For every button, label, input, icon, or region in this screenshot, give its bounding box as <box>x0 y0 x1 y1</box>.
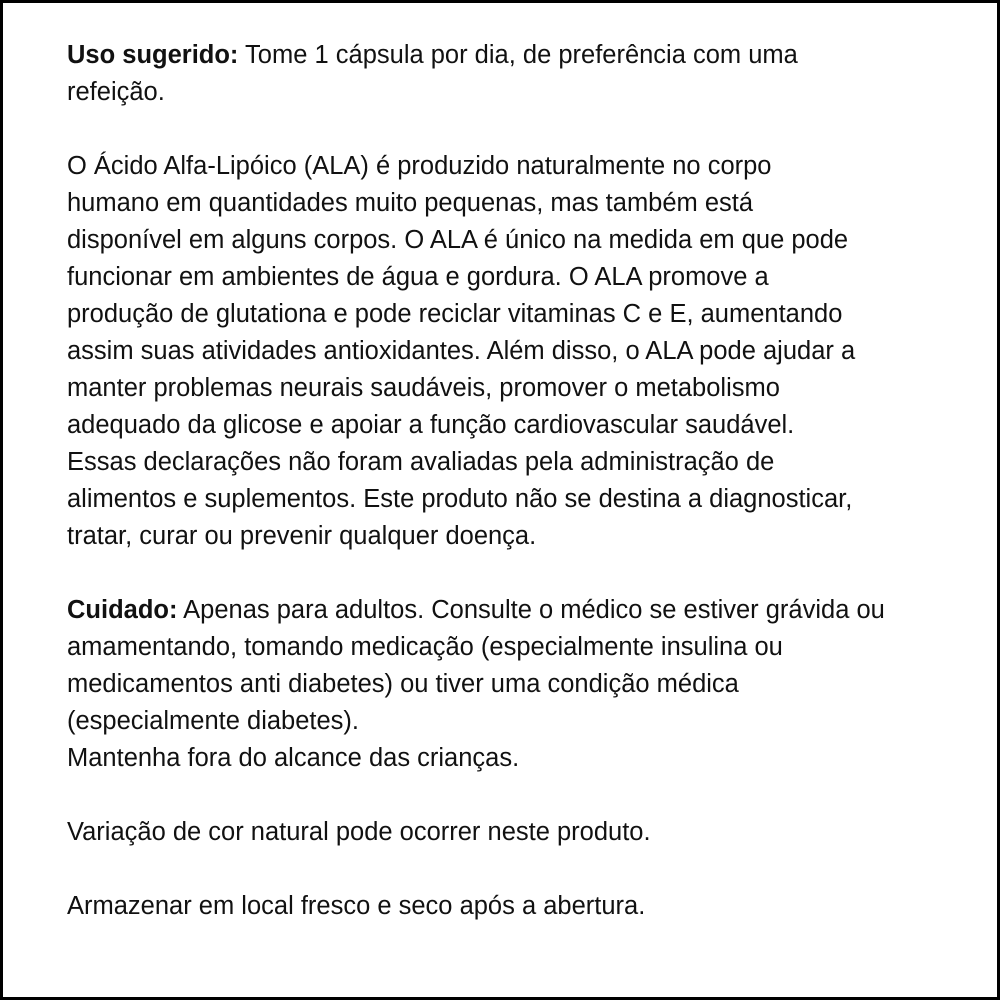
disclaimer-line: tratar, curar ou prevenir qualquer doença. <box>67 522 537 550</box>
suggested-use-line-1 <box>67 37 967 74</box>
spacer <box>67 777 967 814</box>
description-line: adequado da glicose e apoiar a função cardiovascular saudável. <box>67 411 795 439</box>
disclaimer-line: alimentos e suplementos. Este produto não se destina a diagnosticar, <box>67 485 853 513</box>
suggested-use-text: Tome 1 cápsula por dia, de preferência com uma <box>238 41 798 69</box>
description-line: assim suas atividades antioxidantes. Além disso, o ALA pode ajudar a <box>67 337 856 365</box>
spacer <box>67 111 967 148</box>
caution-line: (especialmente diabetes). <box>67 707 359 735</box>
description-section <box>67 148 967 555</box>
description-line: produção de glutationa e pode reciclar vitaminas C e E, aumentando <box>67 300 843 328</box>
description-line: manter problemas neurais saudáveis, promover o metabolismo <box>67 374 780 402</box>
description-line: O Ácido Alfa-Lipóico (ALA) é produzido naturalmente no corpo <box>67 152 772 180</box>
caution-line: medicamentos anti diabetes) ou tiver uma condição médica <box>67 670 739 698</box>
description-line: disponível em alguns corpos. O ALA é único na medida em que pode <box>67 226 849 254</box>
suggested-use-section <box>67 37 967 111</box>
spacer <box>67 555 967 592</box>
disclaimer-line: Essas declarações não foram avaliadas pela administração de <box>67 448 775 476</box>
caution-section <box>67 592 967 777</box>
storage-section <box>67 888 967 925</box>
description-line: humano em quantidades muito pequenas, mas também está <box>67 189 754 217</box>
suggested-use-line-2: refeição. <box>67 78 165 106</box>
caution-line-1 <box>67 592 967 629</box>
caution-line: amamentando, tomando medicação (especialmente insulina ou <box>67 633 783 661</box>
color-variation-note: Variação de cor natural pode ocorrer neste produto. <box>67 818 651 846</box>
description-line: funcionar em ambientes de água e gordura. O ALA promove a <box>67 263 769 291</box>
label-text-content <box>67 37 967 925</box>
keep-away-from-children-line: Mantenha fora do alcance das crianças. <box>67 744 520 772</box>
caution-text: Apenas para adultos. Consulte o médico se estiver grávida ou <box>177 596 885 624</box>
color-variation-section <box>67 814 967 851</box>
storage-note: Armazenar em local fresco e seco após a abertura. <box>67 892 646 920</box>
spacer <box>67 851 967 888</box>
suggested-use-label: Uso sugerido: <box>67 41 239 69</box>
caution-label: Cuidado: <box>67 596 178 624</box>
